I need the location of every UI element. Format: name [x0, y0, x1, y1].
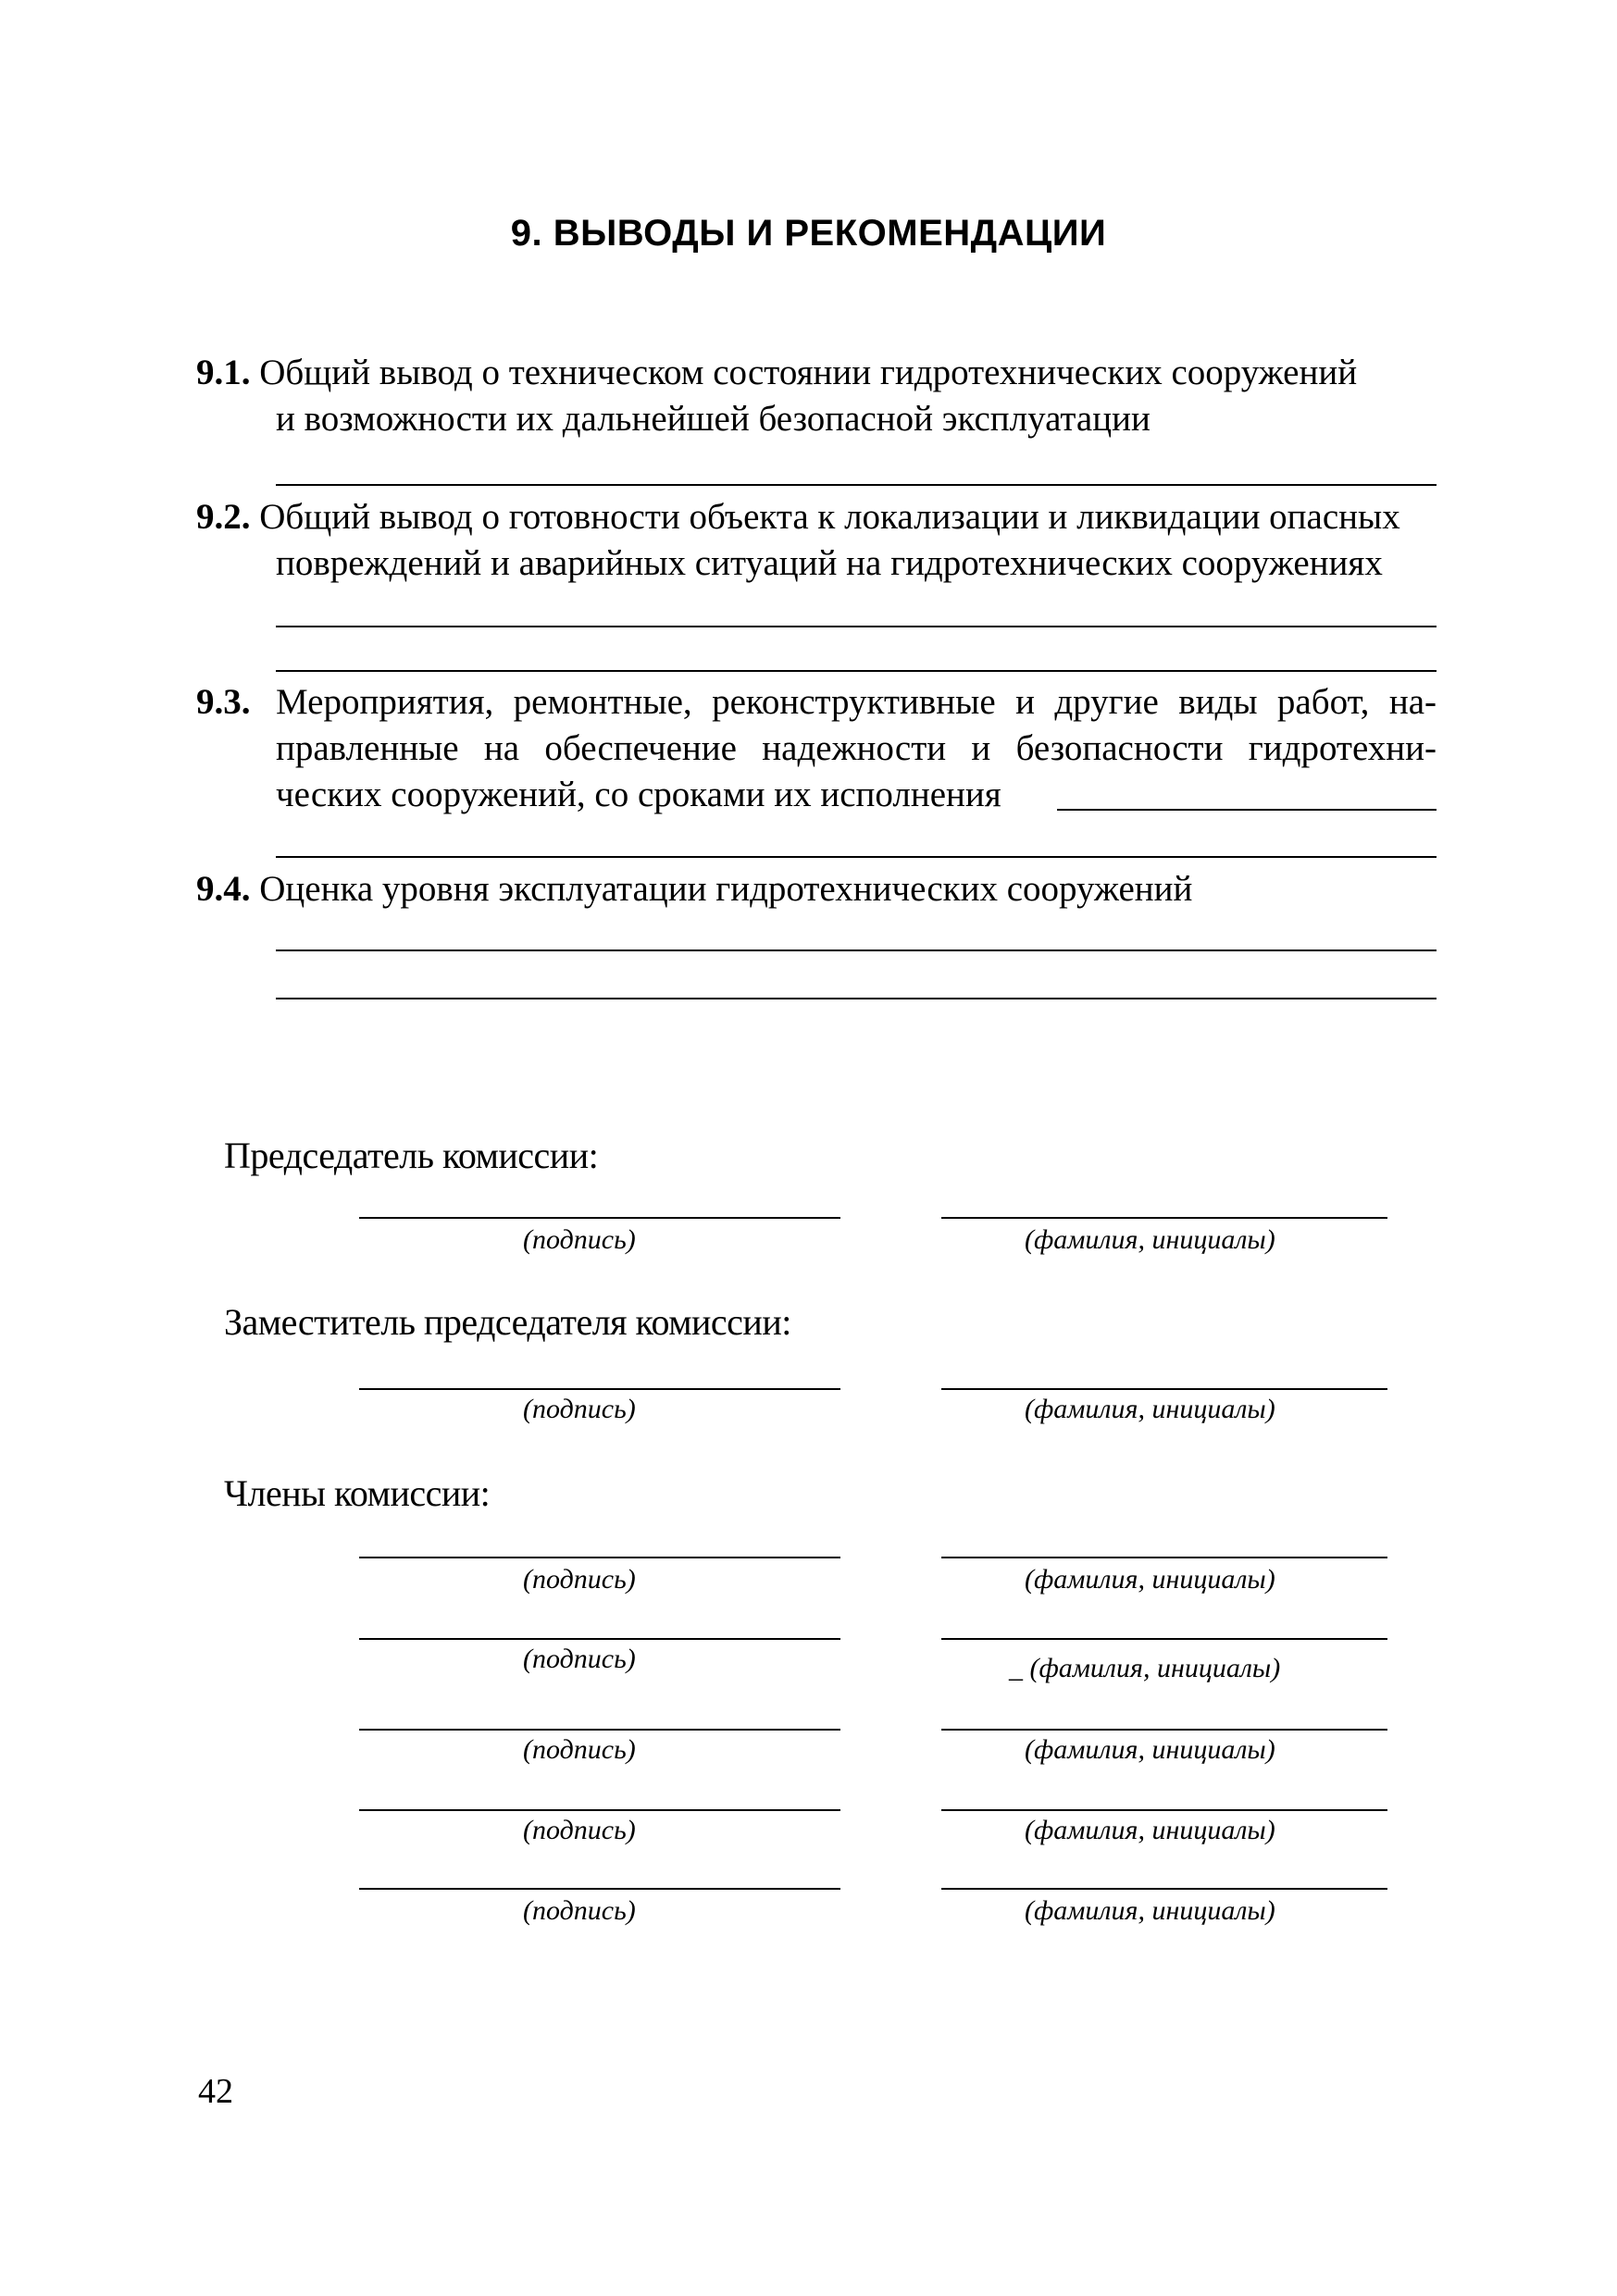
- section-number: 9.3.: [196, 682, 251, 722]
- section-text: Мероприятия, ремонтные, реконструктивные и другие виды работ, на-: [276, 682, 1437, 722]
- answer-line[interactable]: [276, 998, 1437, 999]
- answer-line[interactable]: [276, 670, 1437, 672]
- name-caption: (фамилия, инициалы): [1025, 1895, 1275, 1926]
- answer-line[interactable]: [276, 949, 1437, 951]
- signature-line[interactable]: [359, 1388, 840, 1390]
- signature-line[interactable]: [359, 1888, 840, 1890]
- name-line[interactable]: [941, 1888, 1387, 1890]
- name-line[interactable]: [941, 1557, 1387, 1558]
- section-number: 9.1.: [196, 353, 251, 392]
- signature-line[interactable]: [359, 1638, 840, 1640]
- name-caption: _ (фамилия, инициалы): [1009, 1653, 1281, 1683]
- name-caption: (фамилия, инициалы): [1025, 1815, 1275, 1845]
- page-title: 9. ВЫВОДЫ И РЕКОМЕНДАЦИИ: [510, 213, 1107, 254]
- signature-caption: (подпись): [523, 1564, 636, 1595]
- name-caption: (фамилия, инициалы): [1025, 1394, 1275, 1424]
- section-9-1: [196, 350, 1437, 396]
- name-caption: (фамилия, инициалы): [1025, 1564, 1275, 1595]
- section-text-cont: ческих сооружений, со сроками их исполнения: [276, 775, 1001, 814]
- section-number: 9.2.: [196, 497, 251, 537]
- signature-line[interactable]: [359, 1557, 840, 1558]
- signature-line[interactable]: [359, 1217, 840, 1219]
- deputy-label: Заместитель председателя комиссии:: [224, 1301, 791, 1343]
- answer-line[interactable]: [276, 626, 1437, 627]
- page-number: 42: [198, 2072, 233, 2111]
- signature-caption: (подпись): [523, 1644, 636, 1674]
- answer-line[interactable]: [276, 484, 1437, 486]
- signature-line[interactable]: [359, 1809, 840, 1811]
- answer-line[interactable]: [1057, 809, 1437, 811]
- name-caption: (фамилия, инициалы): [1025, 1224, 1275, 1255]
- section-text-cont: правленные на обеспечение надежности и безопасности гидротехни-: [276, 728, 1437, 768]
- signature-caption: (подпись): [523, 1224, 636, 1255]
- signature-caption: (подпись): [523, 1815, 636, 1845]
- signature-line[interactable]: [359, 1729, 840, 1731]
- section-9-4: [196, 866, 1437, 912]
- name-line[interactable]: [941, 1638, 1387, 1640]
- name-line[interactable]: [941, 1729, 1387, 1731]
- signature-caption: (подпись): [523, 1394, 636, 1424]
- section-text: Общий вывод о техническом состоянии гидротехнических сооружений: [259, 353, 1358, 392]
- signature-caption: (подпись): [523, 1895, 636, 1926]
- section-text: Оценка уровня эксплуатации гидротехнических сооружений: [259, 869, 1193, 909]
- chairman-label: Председатель комиссии:: [224, 1135, 599, 1176]
- name-line[interactable]: [941, 1388, 1387, 1390]
- section-text-cont: и возможности их дальнейшей безопасной эксплуатации: [276, 399, 1151, 439]
- name-line[interactable]: [941, 1809, 1387, 1811]
- members-label: Члены комиссии:: [224, 1472, 491, 1514]
- name-caption: (фамилия, инициалы): [1025, 1734, 1275, 1765]
- section-9-2: [196, 494, 1437, 540]
- signature-caption: (подпись): [523, 1734, 636, 1765]
- answer-line[interactable]: [276, 856, 1437, 858]
- section-text: Общий вывод о готовности объекта к локализации и ликвидации опасных: [259, 497, 1400, 537]
- name-line[interactable]: [941, 1217, 1387, 1219]
- section-number: 9.4.: [196, 869, 251, 909]
- section-text-cont: повреждений и аварийных ситуаций на гидротехнических сооружениях: [276, 543, 1383, 583]
